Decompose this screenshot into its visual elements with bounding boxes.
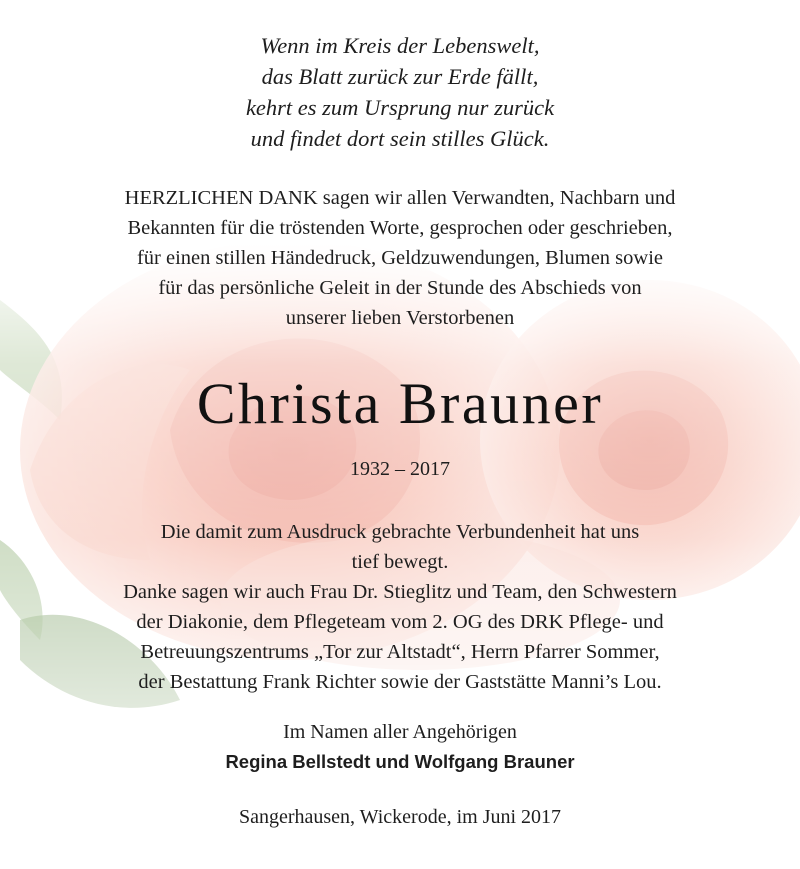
thank-you-intro xyxy=(0,183,800,333)
intro-line: Bekannten für die tröstenden Worte, gesprochen oder geschrieben, xyxy=(127,217,673,239)
intro-line: HERZLICHEN DANK sagen wir allen Verwandten, Nachbarn und xyxy=(124,187,676,209)
thanks-line: tief bewegt. xyxy=(351,551,449,573)
thanks-line: Betreuungszentrums „Tor zur Altstadt“, Herrn Pfarrer Sommer, xyxy=(140,641,660,663)
thanks-line: der Diakonie, dem Pflegeteam vom 2. OG des DRK Pflege- und xyxy=(136,611,664,633)
signature-intro: Im Namen aller Angehörigen xyxy=(283,721,517,743)
intro-line: für das persönliche Geleit in der Stunde des Abschieds von xyxy=(158,277,642,299)
memorial-poem xyxy=(0,30,800,154)
intro-line: für einen stillen Händedruck, Geldzuwendungen, Blumen sowie xyxy=(136,247,664,269)
poem-line: das Blatt zurück zur Erde fällt, xyxy=(261,64,539,89)
thanks-line: der Bestattung Frank Richter sowie der Gaststätte Manni’s Lou. xyxy=(138,671,662,693)
thanks-line: Danke sagen wir auch Frau Dr. Stieglitz und Team, den Schwestern xyxy=(123,581,677,603)
intro-line: unserer lieben Verstorbenen xyxy=(285,307,515,329)
deceased-name: Christa Brauner xyxy=(196,371,604,436)
poem-line: und findet dort sein stilles Glück. xyxy=(250,126,550,151)
poem-line: Wenn im Kreis der Lebenswelt, xyxy=(260,33,540,58)
signature-names: Regina Bellstedt und Wolfgang Brauner xyxy=(225,751,575,772)
thanks-line: Die damit zum Ausdruck gebrachte Verbundenheit hat uns xyxy=(160,521,640,543)
life-dates: 1932 – 2017 xyxy=(350,458,450,480)
place-and-date: Sangerhausen, Wickerode, im Juni 2017 xyxy=(238,806,562,828)
poem-line: kehrt es zum Ursprung nur zurück xyxy=(245,95,555,120)
thanks-text xyxy=(0,517,800,697)
